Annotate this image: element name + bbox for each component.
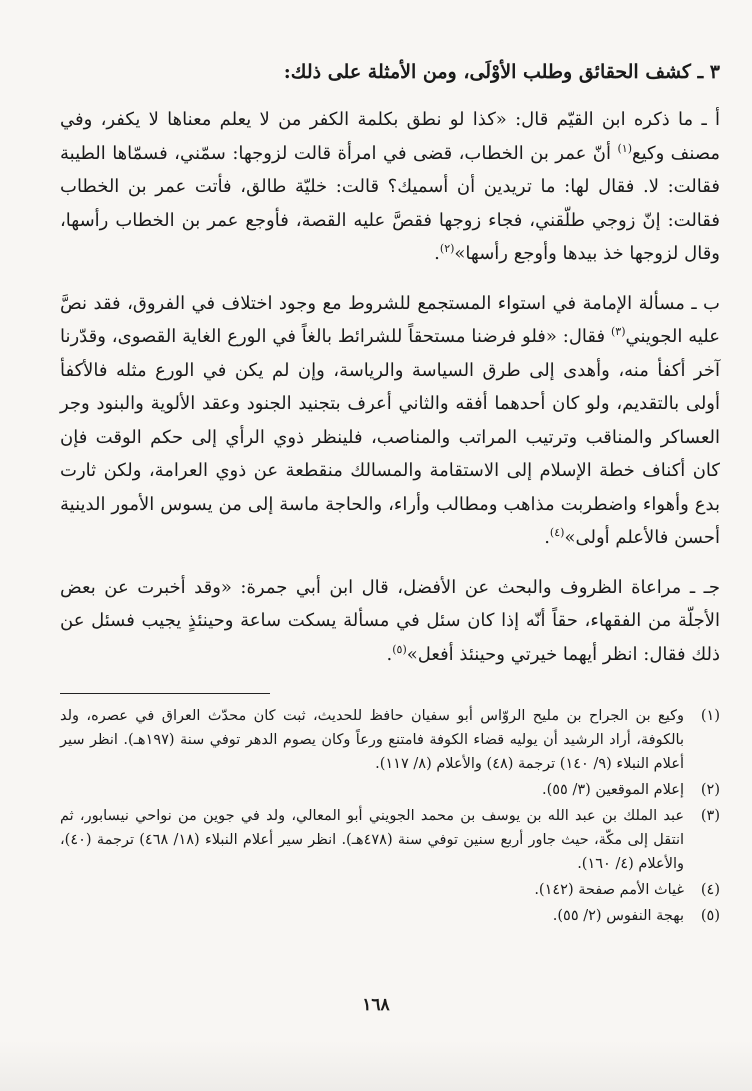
paragraph-c <box>60 571 720 672</box>
paragraph-b <box>60 287 720 555</box>
footnote-number: (٥) <box>700 908 720 924</box>
paragraph-a <box>60 103 720 271</box>
footnote-text: غياث الأمم صفحة (١٤٢). <box>534 882 684 898</box>
footnote-ref-4[interactable]: (٤) <box>549 526 565 539</box>
page-body <box>60 55 720 930</box>
footnote-3 <box>60 804 720 876</box>
footnote-number: (٤) <box>700 882 720 898</box>
footnote-number: (١) <box>700 708 720 724</box>
paragraph-b-text-1: ب ـ مسألة الإمامة في استواء المستجمع للشروط مع وجود اختلاف في الفروق، فقد نصَّ عليه الجويني <box>60 292 720 347</box>
paragraph-b-text-2: فقال: «فلو فرضنا مستحقاً للشرائط بالغاً في الورع الغاية القصوى، وقدّرنا آخر أكفأ منه، وأهدى إلى طرق السياسة والرياسة، وإن لم يكن في الورع مثله فالأكفأ أولى بالتقديم، ولو كان أحدهما أفقه والثاني أعرف بتجنيد الجنود وعقد الألوية والبنود وجر العساكر والمناقب وترتيب المراتب والمناصب، فلينظر ذوي الرأي إلى حكم الوقت فإن كان أكناف خطة الإسلام إلى الاستقامة والمسالك منقطعة عن ذوي العرامة، ولكن ثارت بدع وأهواء واضطربت مذاهب ومطالب وأراء، والحاجة ماسة إلى من يسوس الأمور الدينية أحسن فالأعلم أولى» <box>60 326 720 548</box>
footnote-separator <box>60 693 270 694</box>
footnote-ref-5[interactable]: (٥) <box>392 642 407 656</box>
footnote-text: عبد الملك بن عبد الله بن يوسف بن محمد الجويني أبو المعالي، ولد في جوين من نواحي نيسابور، ثم انتقل إلى مكّة، حيث جاور أربع سنين توفي سنة (٤٧٨هـ). انظر سير أعلام النبلاء (١٨/ ٤٦٨) ترجمة (٤٠)، والأعلام (٤/ ١٦٠). <box>60 808 685 872</box>
footnote-text: بهجة النفوس (٢/ ٥٥). <box>552 908 684 924</box>
paragraph-c-end: . <box>386 643 393 665</box>
footnote-2 <box>60 778 720 802</box>
footnote-text: وكيع بن الجراح بن مليح الروّاس أبو سفيان حافظ للحديث، ثبت كان محدّث العراق في عصره، ولد بالكوفة، أراد الرشيد أن يوليه قضاء الكوفة فامتنع ورعاً وكان يصوم الدهر توفي سنة (١٩٧هـ). انظر سير أعلام النبلاء (٩/ ١٤٠) ترجمة (٤٨) والأعلام (٨/ ١١٧). <box>60 708 684 772</box>
paragraph-a-end: . <box>434 243 440 264</box>
paragraph-c-text-1: جـ ـ مراعاة الظروف والبحث عن الأفضل، قال ابن أبي جمرة: «وقد أخبرت عن بعض الأجلّة من الفقهاء، حقاً أنّه إذا كان سئل في مسألة يسكت ساعة وحينئذٍ يجيب فسئل عن ذلك فقال: انظر أيهما خيرتي وحينئذ أفعل» <box>60 576 720 665</box>
page-bottom-edge <box>0 1040 752 1091</box>
section-heading: ٣ ـ كشف الحقائق وطلب الأوْلَى، ومن الأمثلة على ذلك: <box>283 61 720 83</box>
footnote-1 <box>60 704 720 776</box>
paragraph-b-end: . <box>544 527 550 548</box>
footnote-number: (٣) <box>700 808 720 824</box>
footnote-number: (٢) <box>700 782 720 798</box>
paragraph-a-text-1: أ ـ ما ذكره ابن القيّم قال: «كذا لو نطق بكلمة الكفر من لا يعلم معناها لا يكفر، وفي مصنف وكيع <box>60 109 721 164</box>
footnote-ref-3[interactable]: (٣) <box>610 325 626 338</box>
footnote-4 <box>60 878 720 902</box>
footnotes <box>60 704 720 928</box>
footnote-text: إعلام الموقعين (٣/ ٥٥). <box>541 782 684 798</box>
page-number: ١٦٨ <box>362 995 390 1015</box>
footnote-separator-wrap <box>60 693 720 694</box>
footnote-ref-1[interactable]: (١) <box>617 141 632 155</box>
footnote-ref-2[interactable]: (٢) <box>439 242 455 255</box>
paragraph-a-text-2: أنّ عمر بن الخطاب، قضى في امرأة قالت لزوجها: سمّني، فسمّاها الطيبة فقالت: لا. فقال لها: ما تريدين أن أسميك؟ قالت: خليّة طالق، فأتت عمر بن الخطاب فقالت: إنّ زوجي طلّقني، فجاء زوجها فقصَّ عليه القصة، فأوجع عمر بن الخطاب رأسها، وقال لزوجها خذ بيدها وأوجع رأسها» <box>60 142 720 264</box>
footnote-5 <box>60 904 720 928</box>
